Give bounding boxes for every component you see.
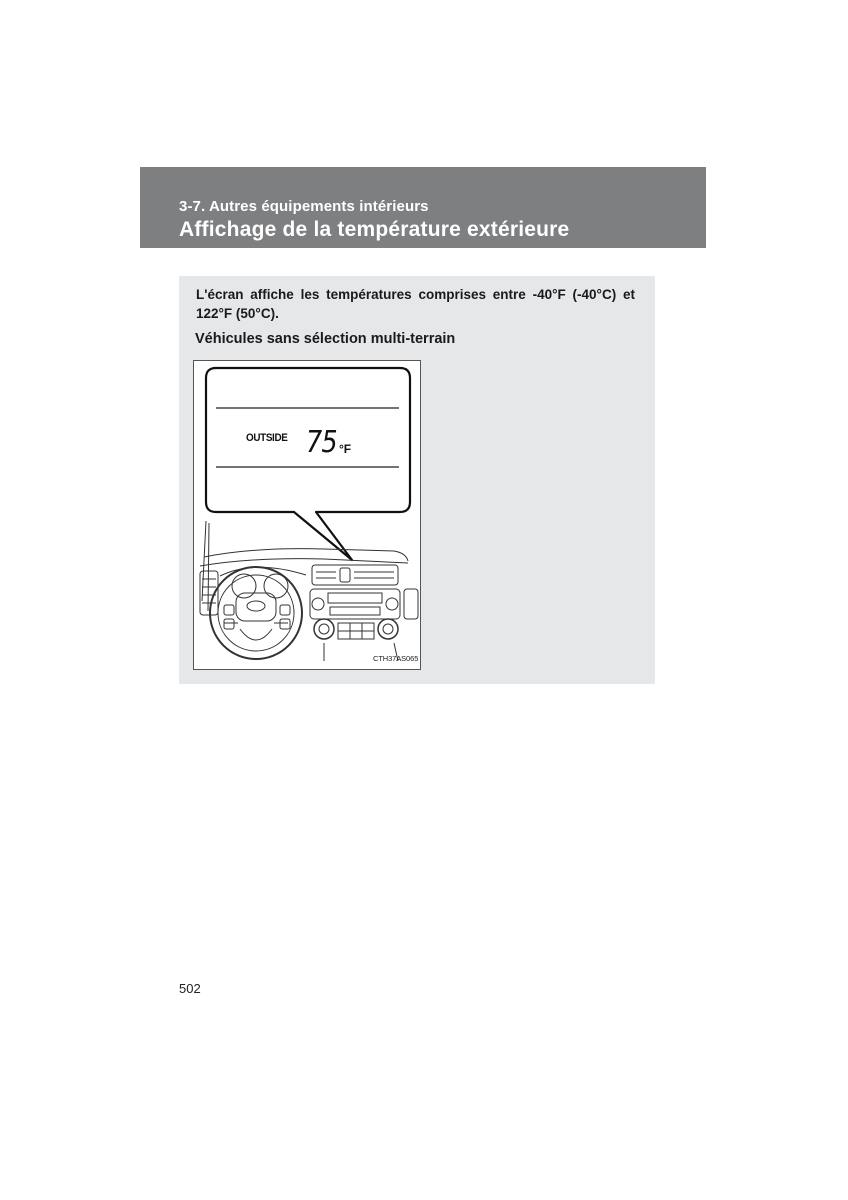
- page-title: Affichage de la température extérieure: [179, 218, 570, 241]
- callout-bubble: [206, 368, 410, 560]
- intro-paragraph: L'écran affiche les températures comprises entre -40°F (-40°C) et 122°F (50°C).: [196, 287, 635, 321]
- display-temperature-unit: °F: [339, 442, 352, 456]
- figure-illustration: [193, 360, 421, 670]
- subheading: Véhicules sans sélection multi-terrain: [195, 331, 456, 347]
- display-temperature-value: 75: [306, 425, 337, 460]
- content-box: [179, 276, 655, 684]
- section-label: 3-7. Autres équipements intérieurs: [179, 198, 429, 215]
- figure-code: CTH37AS065: [373, 654, 419, 663]
- dashboard-drawing: [200, 521, 418, 661]
- page-number: 502: [179, 981, 201, 996]
- display-outside-label: OUTSIDE: [246, 432, 288, 444]
- dashboard-illustration: [194, 361, 421, 670]
- chapter-header-band: [140, 167, 706, 248]
